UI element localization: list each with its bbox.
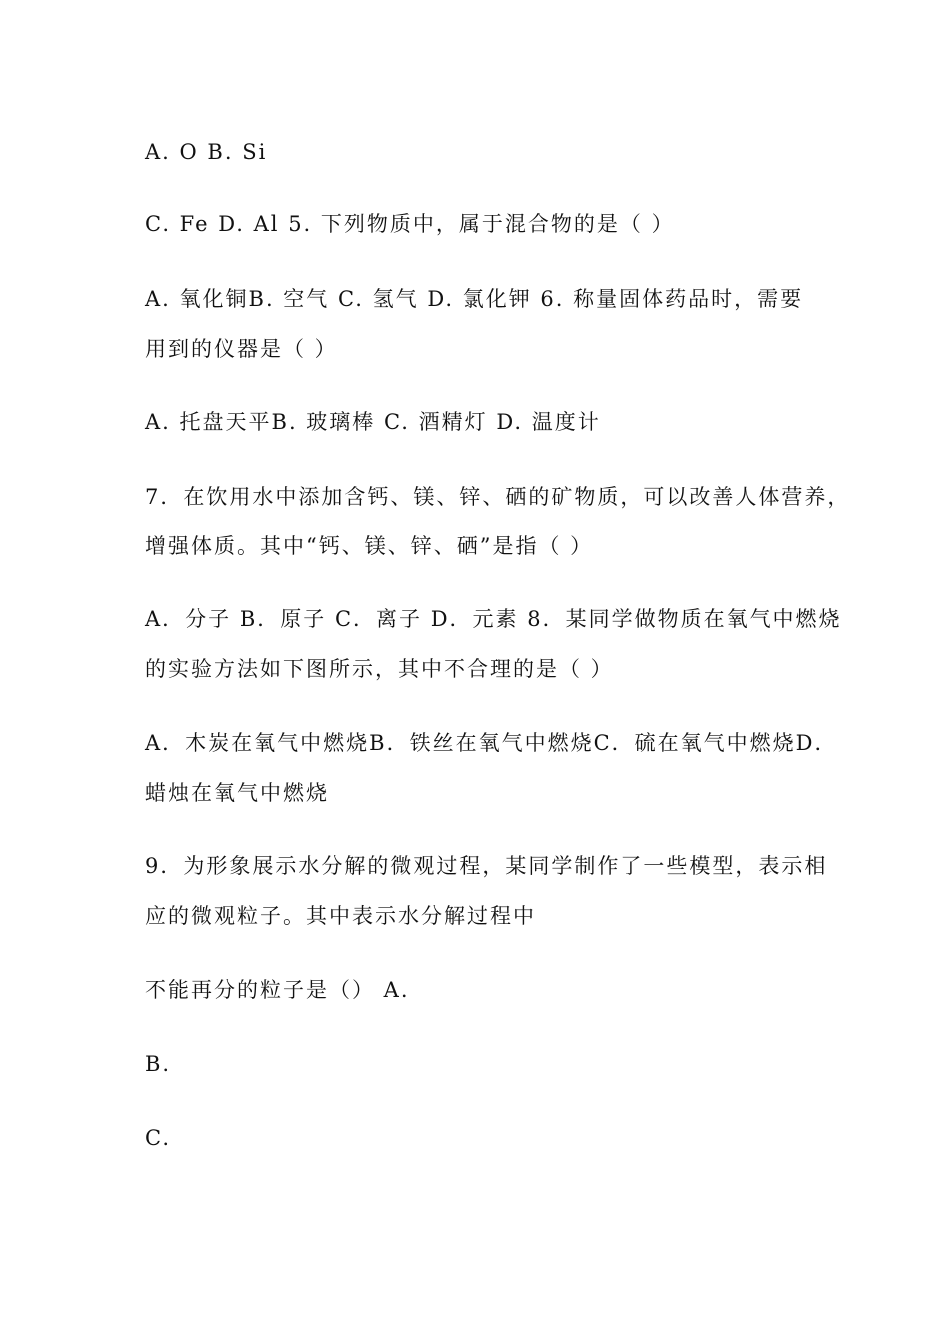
- text-line: 不能再分的粒子是（） A.: [145, 978, 410, 1002]
- text-line: 用到的仪器是（ ）: [145, 337, 338, 361]
- text-line: B.: [145, 1052, 172, 1076]
- text-line: A. 氧化铜B. 空气 C. 氢气 D. 氯化钾 6. 称量固体药品时，需要: [145, 287, 804, 311]
- text-line: 增强体质。其中“钙、镁、锌、硒”是指（ ）: [145, 534, 594, 558]
- text-line: 的实验方法如下图所示，其中不合理的是（ ）: [145, 657, 614, 681]
- text-line: 9．为形象展示水分解的微观过程，某同学制作了一些模型，表示相: [145, 854, 828, 878]
- text-line: A．木炭在氧气中燃烧B．铁丝在氧气中燃烧C．硫在氧气中燃烧D．: [145, 731, 838, 755]
- text-line: 7．在饮用水中添加含钙、镁、锌、硒的矿物质，可以改善人体营养，: [145, 485, 851, 509]
- text-line: A．分子 B．原子 C．离子 D．元素 8．某同学做物质在氧气中燃烧: [145, 607, 842, 631]
- text-line: C. Fe D. Al 5. 下列物质中，属于混合物的是（ ）: [145, 212, 675, 236]
- text-line: 应的微观粒子。其中表示水分解过程中: [145, 904, 536, 928]
- text-line: A. 托盘天平B. 玻璃棒 C. 酒精灯 D. 温度计: [145, 410, 601, 434]
- text-line: A. O B. Si: [145, 140, 268, 164]
- text-line: 蜡烛在氧气中燃烧: [145, 781, 329, 805]
- text-line: C.: [145, 1126, 171, 1150]
